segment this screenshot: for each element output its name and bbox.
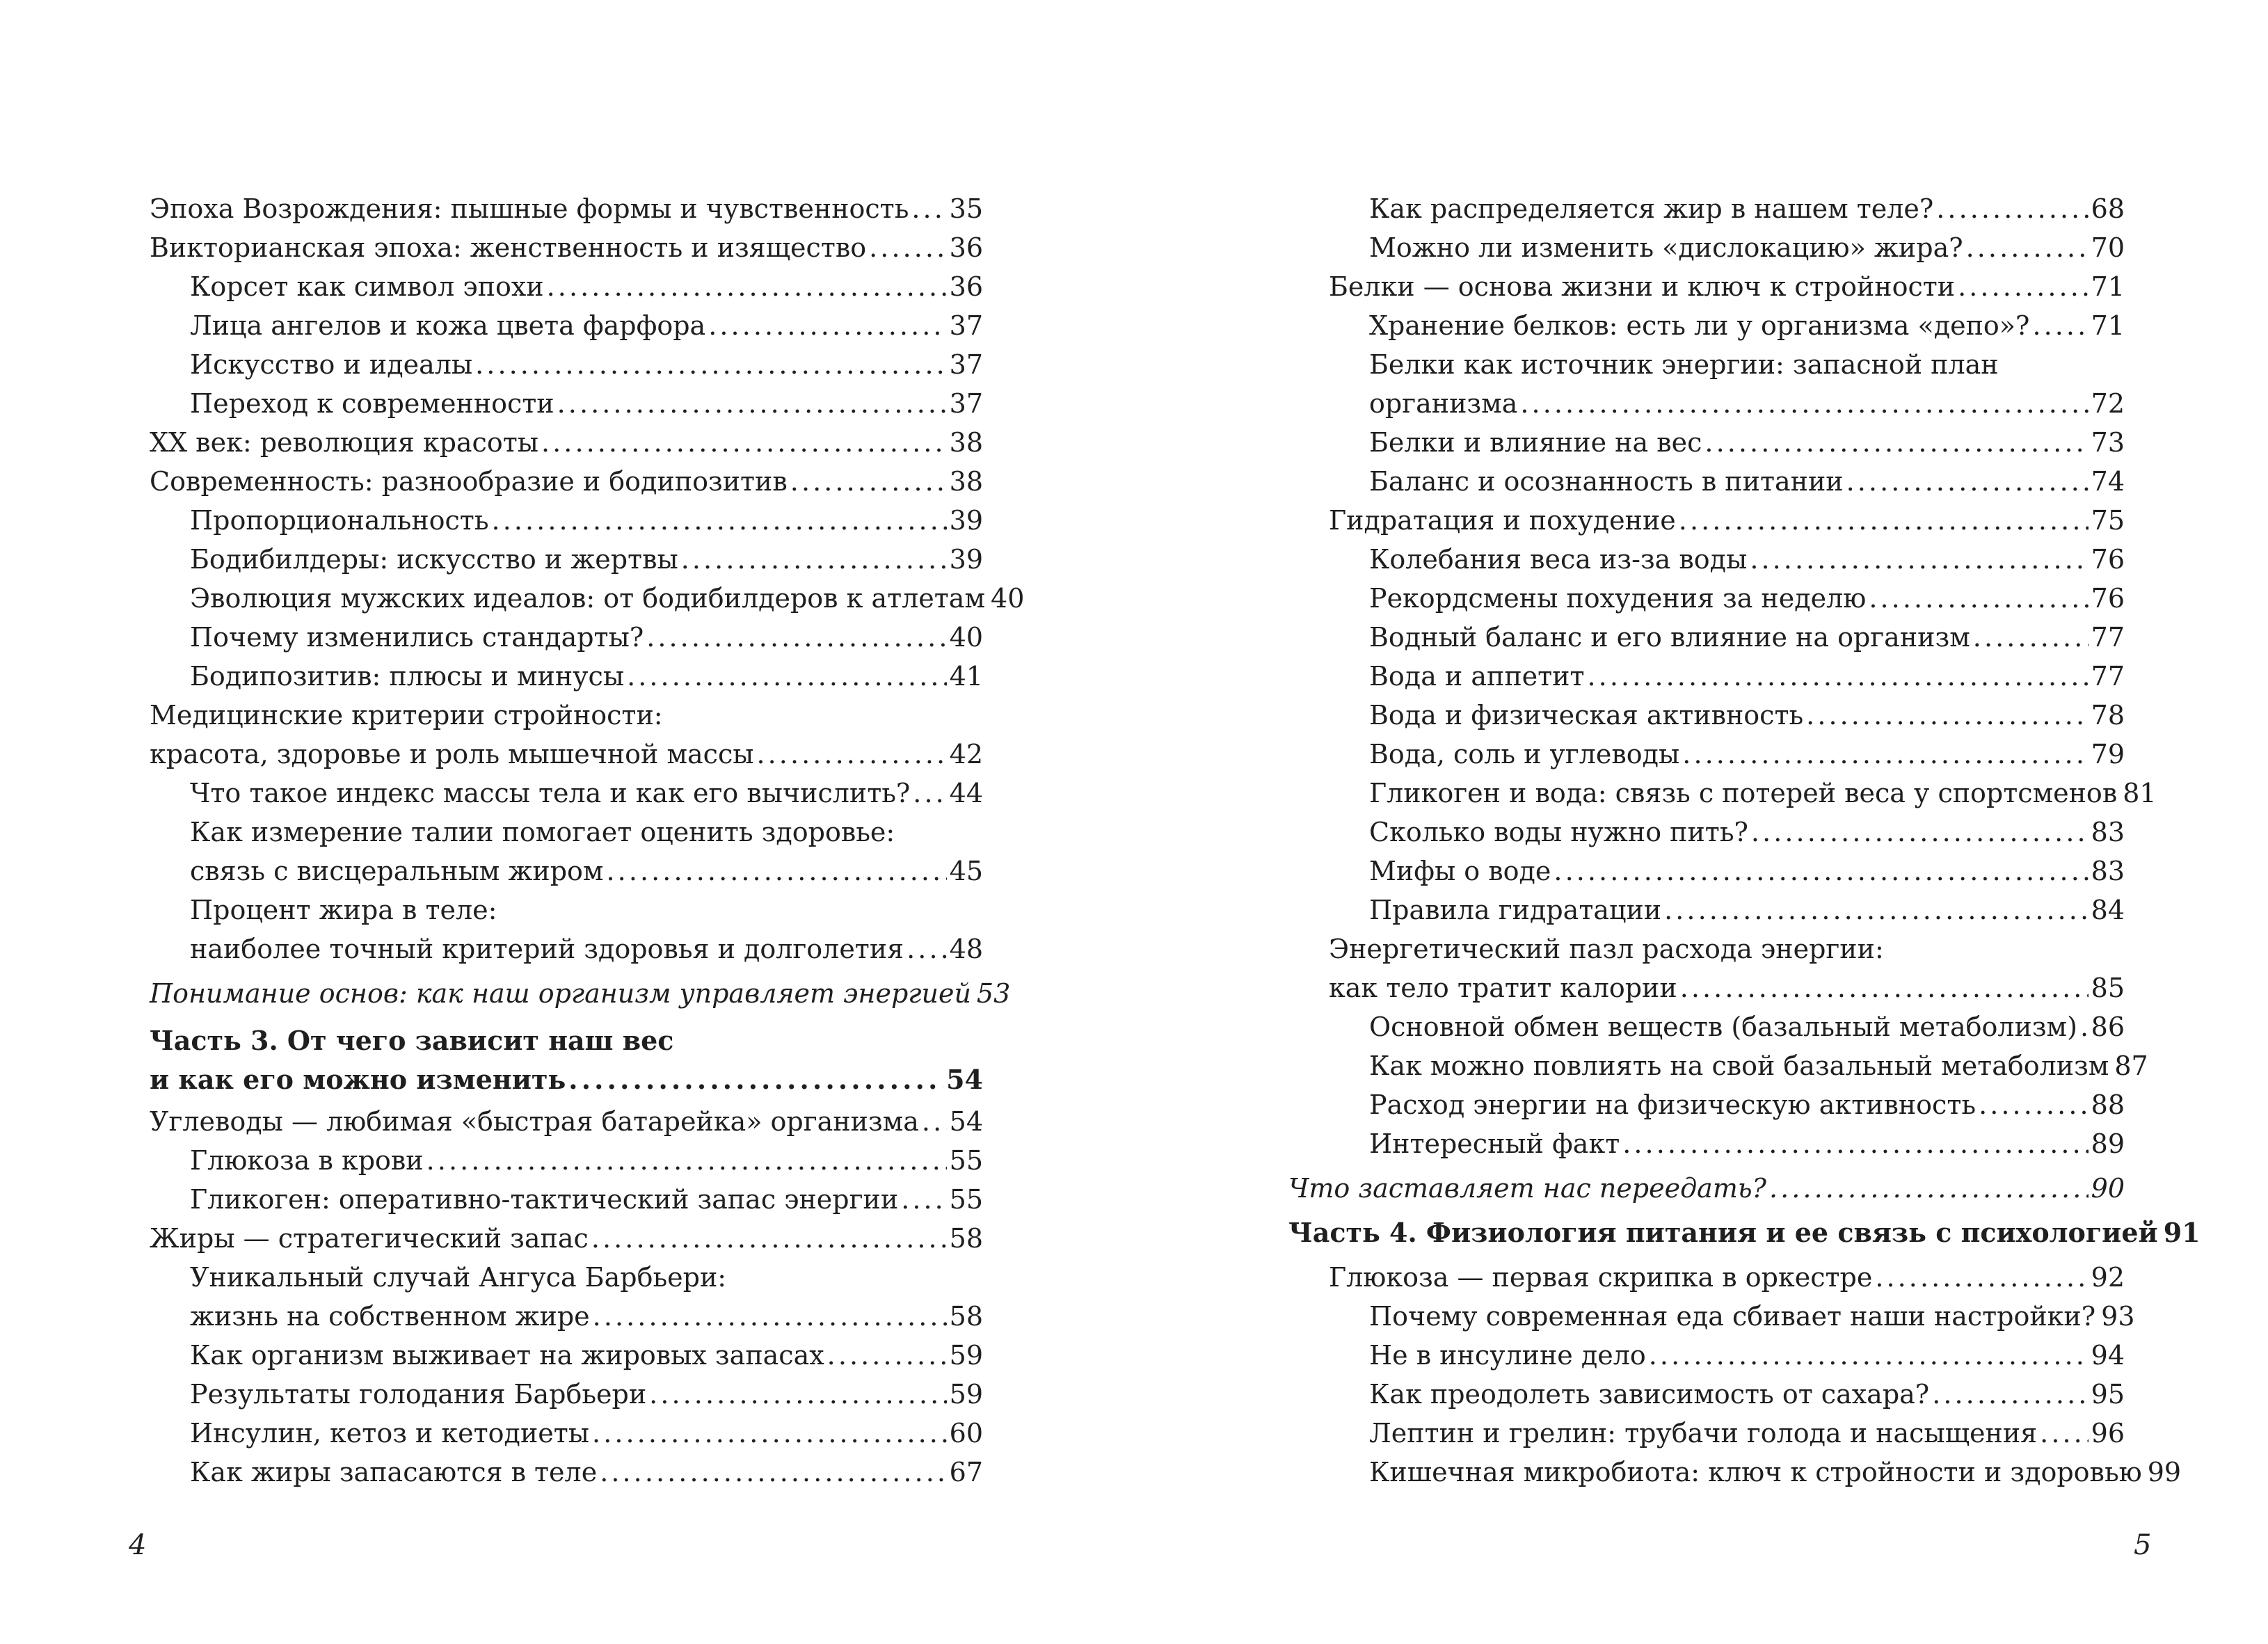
toc-entry-page: 89 [2091, 1128, 2125, 1159]
toc-entry-page: 99 [2147, 1457, 2182, 1487]
dot-leader [1588, 657, 2089, 696]
dot-leader [1751, 813, 2089, 852]
toc-entry-page: 40 [949, 622, 983, 653]
toc-entry [190, 1453, 983, 1492]
table-of-contents [1134, 0, 2268, 1644]
dot-leader [627, 657, 947, 696]
dot-leader [907, 929, 947, 968]
dot-leader [1554, 852, 2088, 891]
toc-entry [150, 1102, 983, 1141]
toc-entry [150, 974, 1011, 1013]
toc-entry-title: Гликоген и вода: связь с потерей веса у спортсменов [1369, 778, 2118, 808]
toc-entry-page: 36 [949, 271, 983, 302]
dot-leader [1869, 579, 2088, 618]
toc-entry-title: Как распределяется жир в нашем теле? [1369, 193, 1934, 224]
toc-entry-title: Как измерение талии помогает оценить здоровье: [190, 817, 895, 847]
dot-leader [827, 1336, 947, 1375]
toc-entry [1369, 657, 2125, 696]
toc-entry-page: 67 [949, 1457, 983, 1487]
dot-leader [901, 1180, 946, 1219]
toc-entry-title: Вода и физическая активность [1369, 700, 1804, 731]
toc-entry [150, 423, 983, 462]
toc-entry-page: 91 [2163, 1217, 2201, 1248]
toc-entry [1369, 1007, 2125, 1046]
toc-entry-title: Понимание основ: как наш организм управляет энергией [150, 978, 971, 1009]
toc-entry-page: 54 [949, 1106, 983, 1137]
toc-entry-page: 81 [2123, 778, 2157, 808]
toc-entry-title: Жиры — стратегический запас [150, 1223, 589, 1254]
toc-entry [1329, 267, 2125, 306]
toc-entry-title: Процент жира в теле: [190, 895, 497, 925]
dot-leader [1769, 1169, 2089, 1208]
toc-entry-page: 74 [2091, 466, 2125, 497]
dot-leader [1704, 423, 2088, 462]
right-page [1134, 0, 2268, 1644]
dot-leader [492, 501, 947, 540]
toc-entry-title: Интересный факт [1369, 1128, 1620, 1159]
toc-entry-page: 72 [2091, 388, 2125, 419]
toc-entry-title: Почему изменились стандарты? [190, 622, 644, 653]
toc-entry [1369, 1375, 2125, 1414]
toc-entry-page: 94 [2091, 1340, 2125, 1371]
toc-entry-page: 68 [2091, 193, 2125, 224]
toc-entry [150, 1021, 673, 1060]
toc-entry-title: Переход к современности [190, 388, 554, 419]
dot-leader [1932, 1375, 2088, 1414]
dot-leader [600, 1453, 946, 1492]
toc-entry [1369, 696, 2125, 735]
toc-entry [190, 813, 895, 852]
dot-leader [1875, 1258, 2088, 1297]
toc-entry-page: 35 [949, 193, 983, 224]
dot-leader [1679, 501, 2089, 540]
toc-entry [1329, 1258, 2125, 1297]
toc-entry-title: Эволюция мужских идеалов: от бодибилдеров к атлетам [190, 583, 986, 614]
toc-entry-page: 55 [949, 1184, 983, 1215]
toc-entry-title: Глюкоза — первая скрипка в оркестре [1329, 1262, 1873, 1293]
dot-leader [607, 852, 947, 891]
toc-entry-title: Часть 4. Физиология питания и ее связь с психологией [1288, 1217, 2158, 1248]
toc-entry-page: 40 [991, 583, 1025, 614]
toc-entry [1369, 189, 2125, 228]
toc-entry [1369, 1297, 2135, 1336]
toc-entry-page: 39 [949, 544, 983, 575]
toc-entry-title: Корсет как символ эпохи [190, 271, 544, 302]
toc-entry-page: 39 [949, 505, 983, 536]
toc-entry-page: 84 [2091, 895, 2125, 925]
toc-entry-page: 44 [949, 778, 983, 808]
toc-entry-page: 55 [949, 1145, 983, 1176]
toc-entry [1329, 968, 2125, 1007]
dot-leader [592, 1414, 947, 1453]
dot-leader [2080, 1007, 2089, 1046]
toc-entry [1369, 1453, 2182, 1492]
toc-entry-title: Вода, соль и углеводы [1369, 739, 1680, 769]
dot-leader [591, 1219, 947, 1258]
toc-entry [1369, 1085, 2125, 1124]
dot-leader [2032, 306, 2088, 345]
toc-entry [190, 384, 983, 423]
toc-entry-title: Бодипозитив: плюсы и минусы [190, 661, 625, 692]
dot-leader [922, 1102, 947, 1141]
toc-entry-page: 92 [2091, 1262, 2125, 1293]
toc-entry [1369, 1414, 2125, 1453]
toc-entry [1369, 579, 2125, 618]
toc-entry-page: 58 [949, 1223, 983, 1254]
dot-leader [681, 540, 947, 579]
toc-entry [150, 189, 983, 228]
dot-leader [1936, 189, 2088, 228]
toc-entry-page: 90 [2091, 1173, 2125, 1204]
toc-entry [190, 852, 983, 891]
toc-entry-page: 77 [2091, 622, 2125, 653]
toc-entry-title: Колебания веса из-за воды [1369, 544, 1748, 575]
toc-entry-page: 37 [949, 388, 983, 419]
toc-entry-page: 83 [2091, 817, 2125, 847]
toc-entry [190, 1375, 983, 1414]
toc-entry-page: 93 [2101, 1301, 2135, 1332]
toc-entry [190, 891, 497, 929]
toc-entry-page: 59 [949, 1379, 983, 1410]
toc-entry-page: 48 [949, 934, 983, 964]
toc-entry-title: Как организм выживает на жировых запасах [190, 1340, 824, 1371]
dot-leader [756, 735, 946, 774]
page-number: 4 [129, 1529, 147, 1561]
toc-entry-page: 60 [949, 1418, 983, 1449]
toc-entry [150, 735, 983, 774]
toc-entry-title: Углеводы — любимая «быстрая батарейка» организма [150, 1106, 919, 1137]
toc-entry-page: 96 [2091, 1418, 2125, 1449]
toc-entry-title: Как жиры запасаются в теле [190, 1457, 598, 1487]
dot-leader [593, 1297, 947, 1336]
toc-entry-page: 78 [2091, 700, 2125, 731]
toc-entry-page: 71 [2091, 310, 2125, 341]
toc-entry-title: Гидратация и похудение [1329, 505, 1676, 536]
dot-leader [1664, 891, 2089, 929]
toc-entry-title: связь с висцеральным жиром [190, 856, 604, 886]
toc-entry [190, 1297, 983, 1336]
dot-leader [426, 1141, 947, 1180]
toc-entry-page: 42 [949, 739, 983, 769]
toc-entry [1369, 1124, 2125, 1163]
toc-entry-title: Белки как источник энергии: запасной план [1369, 349, 1999, 380]
dot-leader [541, 423, 947, 462]
toc-entry-title: Вода и аппетит [1369, 661, 1585, 692]
toc-entry [190, 1141, 983, 1180]
toc-entry [190, 306, 983, 345]
toc-entry-page: 73 [2091, 427, 2125, 458]
toc-entry-title: Мифы о воде [1369, 856, 1551, 886]
dot-leader [1520, 384, 2088, 423]
toc-entry [190, 267, 983, 306]
toc-entry-title: Уникальный случай Ангуса Барбьери: [190, 1262, 727, 1293]
toc-entry-page: 59 [949, 1340, 983, 1371]
toc-entry-page: 71 [2091, 271, 2125, 302]
toc-entry [1369, 384, 2125, 423]
toc-entry-page: 88 [2091, 1090, 2125, 1120]
toc-entry [190, 618, 983, 657]
toc-entry [1369, 891, 2125, 929]
toc-entry-title: Лептин и грелин: трубачи голода и насыщения [1369, 1418, 2038, 1449]
toc-entry [1369, 345, 1999, 384]
dot-leader [547, 267, 947, 306]
toc-entry-page: 87 [2114, 1051, 2148, 1081]
toc-entry-title: Не в инсулине дело [1369, 1340, 1646, 1371]
toc-entry [1369, 813, 2125, 852]
toc-entry-title: Как преодолеть зависимость от сахара? [1369, 1379, 1930, 1410]
toc-entry [190, 579, 1025, 618]
toc-entry-title: наиболее точный критерий здоровья и долголетия [190, 934, 904, 964]
toc-entry-title: жизнь на собственном жире [190, 1301, 590, 1332]
toc-entry [150, 1219, 983, 1258]
toc-entry-title: Правила гидратации [1369, 895, 1662, 925]
toc-entry-title: Результаты голодания Барбьери [190, 1379, 647, 1410]
toc-entry [1329, 929, 1884, 968]
dot-leader [1682, 735, 2088, 774]
dot-leader [911, 189, 946, 228]
toc-entry [1369, 462, 2125, 501]
dot-leader [2040, 1414, 2088, 1453]
dot-leader [646, 618, 946, 657]
toc-entry-page: 37 [949, 310, 983, 341]
toc-entry-title: Инсулин, кетоз и кетодиеты [190, 1418, 590, 1449]
toc-entry [1369, 228, 2125, 267]
toc-entry [150, 228, 983, 267]
toc-entry [190, 1414, 983, 1453]
toc-entry-page: 53 [976, 978, 1011, 1009]
toc-entry-title: XX век: революция красоты [150, 427, 538, 458]
toc-entry-title: Медицинские критерии стройности: [150, 700, 663, 731]
toc-entry [1369, 1336, 2125, 1375]
toc-entry-title: Эпоха Возрождения: пышные формы и чувственность [150, 193, 909, 224]
toc-entry-title: Кишечная микробиота: ключ к стройности и здоровью [1369, 1457, 2142, 1487]
toc-entry-title: Пропорциональность [190, 505, 489, 536]
toc-entry-title: Бодибилдеры: искусство и жертвы [190, 544, 678, 575]
toc-entry [1369, 423, 2125, 462]
toc-entry-page: 54 [946, 1064, 983, 1095]
toc-entry-page: 83 [2091, 856, 2125, 886]
toc-entry-page: 36 [949, 232, 983, 263]
toc-entry-title: Баланс и осознанность в питании [1369, 466, 1844, 497]
toc-entry [190, 345, 983, 384]
toc-entry-page: 58 [949, 1301, 983, 1332]
toc-entry [1369, 306, 2125, 345]
toc-entry-title: Часть 3. От чего зависит наш вес [150, 1025, 674, 1056]
toc-entry-title: Основной обмен веществ (базальный метаболизм) [1369, 1012, 2077, 1042]
toc-entry [1369, 540, 2125, 579]
toc-entry [190, 501, 983, 540]
toc-entry-title: Что заставляет нас переедать? [1288, 1173, 1766, 1204]
dot-leader [1806, 696, 2088, 735]
dot-leader [568, 1060, 943, 1099]
toc-entry-title: Почему современная еда сбивает наши настройки? [1369, 1301, 2096, 1332]
toc-entry [190, 540, 983, 579]
toc-entry-page: 76 [2091, 544, 2125, 575]
toc-entry [190, 929, 983, 968]
toc-entry-page: 79 [2091, 739, 2125, 769]
toc-entry-title: Белки — основа жизни и ключ к стройности [1329, 271, 1956, 302]
dot-leader [869, 228, 947, 267]
toc-entry-page: 95 [2091, 1379, 2125, 1410]
page-number: 5 [2134, 1529, 2152, 1561]
toc-entry-title: Энергетический пазл расхода энергии: [1329, 934, 1884, 964]
toc-entry [1369, 852, 2125, 891]
dot-leader [1979, 1085, 2089, 1124]
toc-entry [1369, 1046, 2148, 1085]
toc-entry-page: 37 [949, 349, 983, 380]
toc-entry [150, 462, 983, 501]
toc-entry [150, 1060, 983, 1099]
toc-entry-title: Как можно повлиять на свой базальный метаболизм [1369, 1051, 2109, 1081]
toc-entry-title: Можно ли изменить «дислокацию» жира? [1369, 232, 1963, 263]
dot-leader [475, 345, 947, 384]
toc-entry-page: 75 [2091, 505, 2125, 536]
toc-entry-page: 76 [2091, 583, 2125, 614]
toc-entry-title: организма [1369, 388, 1518, 419]
dot-leader [913, 774, 946, 813]
dot-leader [1750, 540, 2088, 579]
toc-entry-page: 38 [949, 466, 983, 497]
toc-entry-page: 45 [949, 856, 983, 886]
toc-entry-page: 85 [2091, 973, 2125, 1003]
toc-entry-title: Водный баланс и его влияние на организм [1369, 622, 1970, 653]
toc-entry [1288, 1169, 2125, 1208]
dot-leader [557, 384, 947, 423]
toc-entry-page: 86 [2091, 1012, 2125, 1042]
toc-entry-title: Белки и влияние на вес [1369, 427, 1702, 458]
toc-entry [1329, 501, 2125, 540]
toc-entry [1369, 618, 2125, 657]
dot-leader [1622, 1124, 2088, 1163]
toc-entry [150, 696, 663, 735]
toc-entry-title: красота, здоровье и роль мышечной массы [150, 739, 754, 769]
toc-entry [1369, 735, 2125, 774]
toc-entry-title: Лица ангелов и кожа цвета фарфора [190, 310, 706, 341]
dot-leader [708, 306, 946, 345]
toc-entry-title: Рекордсмены похудения за неделю [1369, 583, 1867, 614]
toc-entry-title: Что такое индекс массы тела и как его вычислить? [190, 778, 911, 808]
toc-entry-title: Сколько воды нужно пить? [1369, 817, 1748, 847]
dot-leader [1649, 1336, 2089, 1375]
toc-entry-title: как тело тратит калории [1329, 973, 1677, 1003]
toc-entry [190, 1258, 726, 1297]
toc-entry-title: Расход энергии на физическую активность [1369, 1090, 1976, 1120]
toc-entry [1369, 774, 2157, 813]
toc-entry [190, 1180, 983, 1219]
toc-entry-title: Искусство и идеалы [190, 349, 473, 380]
toc-entry [190, 1336, 983, 1375]
toc-entry-page: 77 [2091, 661, 2125, 692]
toc-entry-page: 38 [949, 427, 983, 458]
toc-entry-title: Викторианская эпоха: женственность и изящество [150, 232, 867, 263]
dot-leader [790, 462, 947, 501]
toc-entry-title: Хранение белков: есть ли у организма «депо»? [1369, 310, 2030, 341]
toc-entry-title: и как его можно изменить [150, 1064, 566, 1095]
toc-entry-title: Глюкоза в крови [190, 1145, 424, 1176]
toc-entry-title: Гликоген: оперативно-тактический запас энергии [190, 1184, 899, 1215]
dot-leader [1966, 228, 2089, 267]
toc-entry [190, 774, 983, 813]
dot-leader [649, 1375, 946, 1414]
dot-leader [1680, 968, 2089, 1007]
toc-entry-title: Современность: разнообразие и бодипозитив [150, 466, 788, 497]
dot-leader [1973, 618, 2089, 657]
dot-leader [1846, 462, 2089, 501]
toc-entry-page: 70 [2091, 232, 2125, 263]
dot-leader [1958, 267, 2089, 306]
toc-entry [190, 657, 983, 696]
toc-entry-page: 41 [949, 661, 983, 692]
toc-entry [1288, 1213, 2201, 1252]
